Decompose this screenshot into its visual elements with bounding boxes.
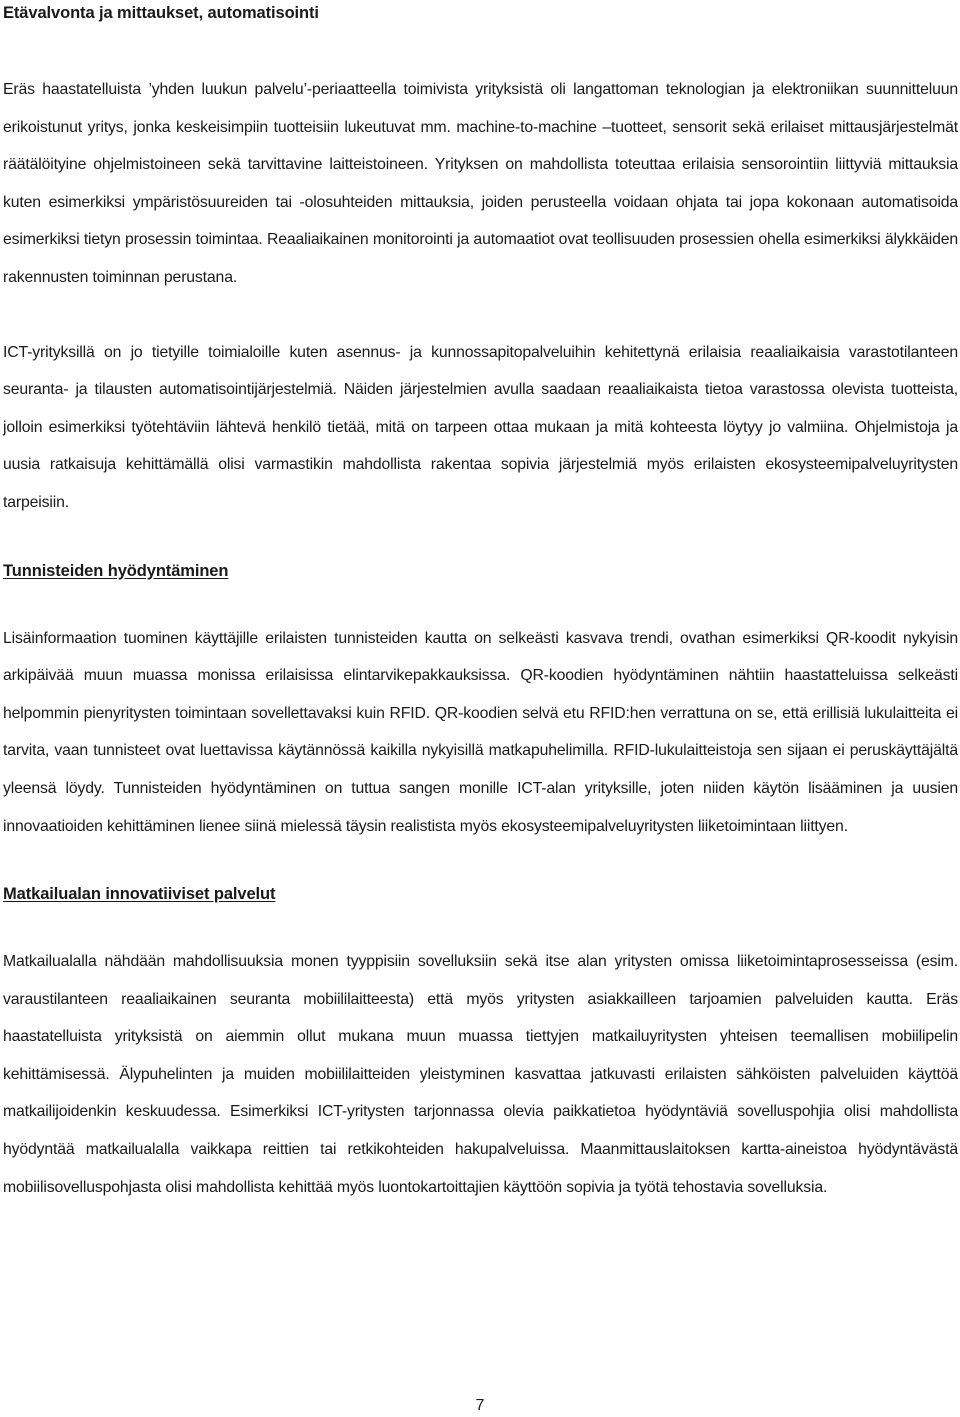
spacer [3,582,958,620]
spacer [3,24,958,71]
section-heading-etavalvonta: Etävalvonta ja mittaukset, automatisointi [3,4,319,22]
spacer [3,905,958,943]
spacer [3,522,958,560]
spacer [3,845,958,883]
section-heading-matkailu: Matkailualan innovatiiviset palvelut [3,885,276,904]
section-heading-tunnisteet: Tunnisteiden hyödyntäminen [3,561,229,580]
paragraph-etavalvonta-1: Eräs haastatelluista ’yhden luukun palvelu’-periaatteella toimivista yrityksistä oli langattoman teknologian ja elektroniikan suunnitteluun erikoistunut yritys, jonka keskeisimpiin tuotteisiin lukeutuvat mm. machine-to-machine –tuotteet, sensorit sekä erilaiset mittausjärjestelmät räätälöityine ohjelmistoineen sekä tarvittavine laitteistoineen. Yrityksen on mahdollista toteuttaa erilaisia sensorointiin liittyviä mittauksia kuten esimerkiksi ympäristösuureiden tai -olosuhteiden mittauksia, joiden perusteella voidaan ohjata tai jopa kokonaan automatisoida esimerkiksi tietyn prosessin toimintaa. Reaaliaikainen monitorointi ja automaatiot ovat teollisuuden prosessien ohella esimerkiksi älykkäiden rakennusten toiminnan perustana. [3,81,958,286]
paragraph-matkailu-1: Matkailualalla nähdään mahdollisuuksia monen tyyppisiin sovelluksiin sekä itse alan yritysten omissa liiketoimintaprosesseissa (esim. varaustilanteen reaaliaikainen seuranta mobiililaitteesta) että myös yritysten asiakkailleen tarjoamien palveluiden kautta. Eräs haastatelluista yrityksistä on aiemmin ollut mukana muun muassa tiettyjen matkailuyritysten yhteisen teemallisen mobiilipelin kehittämisessä. Älypuhelinten ja muiden mobiililaitteiden yleistyminen kasvattaa jatkuvasti erilaisten sähköisten palveluiden käyttöä matkailijoidenkin keskuudessa. Esimerkiksi ICT-yritysten tarjonnassa olevia paikkatietoa hyödyntäviä sovelluspohjia olisi mahdollista hyödyntää matkailualalla vaikkapa reittien tai retkikohteiden hakupalveluissa. Maanmittauslaitoksen kartta-aineistoa hyödyntävästä mobiilisovelluspohjasta olisi mahdollista kehittää myös luontokartoittajien käyttöön sopivia ja työtä tehostavia sovelluksia. [3,953,958,1196]
spacer [3,297,958,334]
paragraph-etavalvonta-2: ICT-yrityksillä on jo tietyille toimialoille kuten asennus- ja kunnossapitopalveluihin kehitettynä erilaisia reaaliaikaisia varastotilanteen seuranta- ja tilausten automatisointijärjestelmiä. Näiden järjestelmien avulla saadaan reaaliaikaista tietoa varastossa olevista tuotteista, jolloin esimerkiksi työtehtäviin lähtevä henkilö tietää, mitä on tarpeen ottaa mukaan ja mitä kohteesta löytyy jo valmiina. Ohjelmistoja ja uusia ratkaisuja kehittämällä olisi varmastikin mahdollista rakentaa sopivia järjestelmiä myös erilaisten ekosysteemipalveluyritysten tarpeisiin. [3,343,958,511]
paragraph-tunnisteet-1: Lisäinformaation tuominen käyttäjille erilaisten tunnisteiden kautta on selkeästi kasvava trendi, ovathan esimerkiksi QR-koodit nykyisin arkipäivää muun muassa monissa erilaisissa elintarvikepakkauksissa. QR-koodien hyödyntäminen nähtiin haastatteluissa selkeästi helpommin pienyritysten toimintaan sovellettavaksi kuin RFID. QR-koodien selvä etu RFID:hen verrattuna on se, että erillisiä lukulaitteita ei tarvita, vaan tunnisteet ovat luettavissa käytännössä kaikilla nykyisillä matkapuhelimilla. RFID-lukulaitteistoja sen sijaan ei peruskäyttäjältä yleensä löydy. Tunnisteiden hyödyntäminen on tuttua sangen monille ICT-alan yrityksille, joten niiden käytön lisääminen ja uusien innovaatioiden kehittäminen lienee siinä mielessä täysin realistista myös ekosysteemipalveluyritysten liiketoimintaan liittyen. [3,629,958,835]
page-number: 7 [475,1397,485,1414]
